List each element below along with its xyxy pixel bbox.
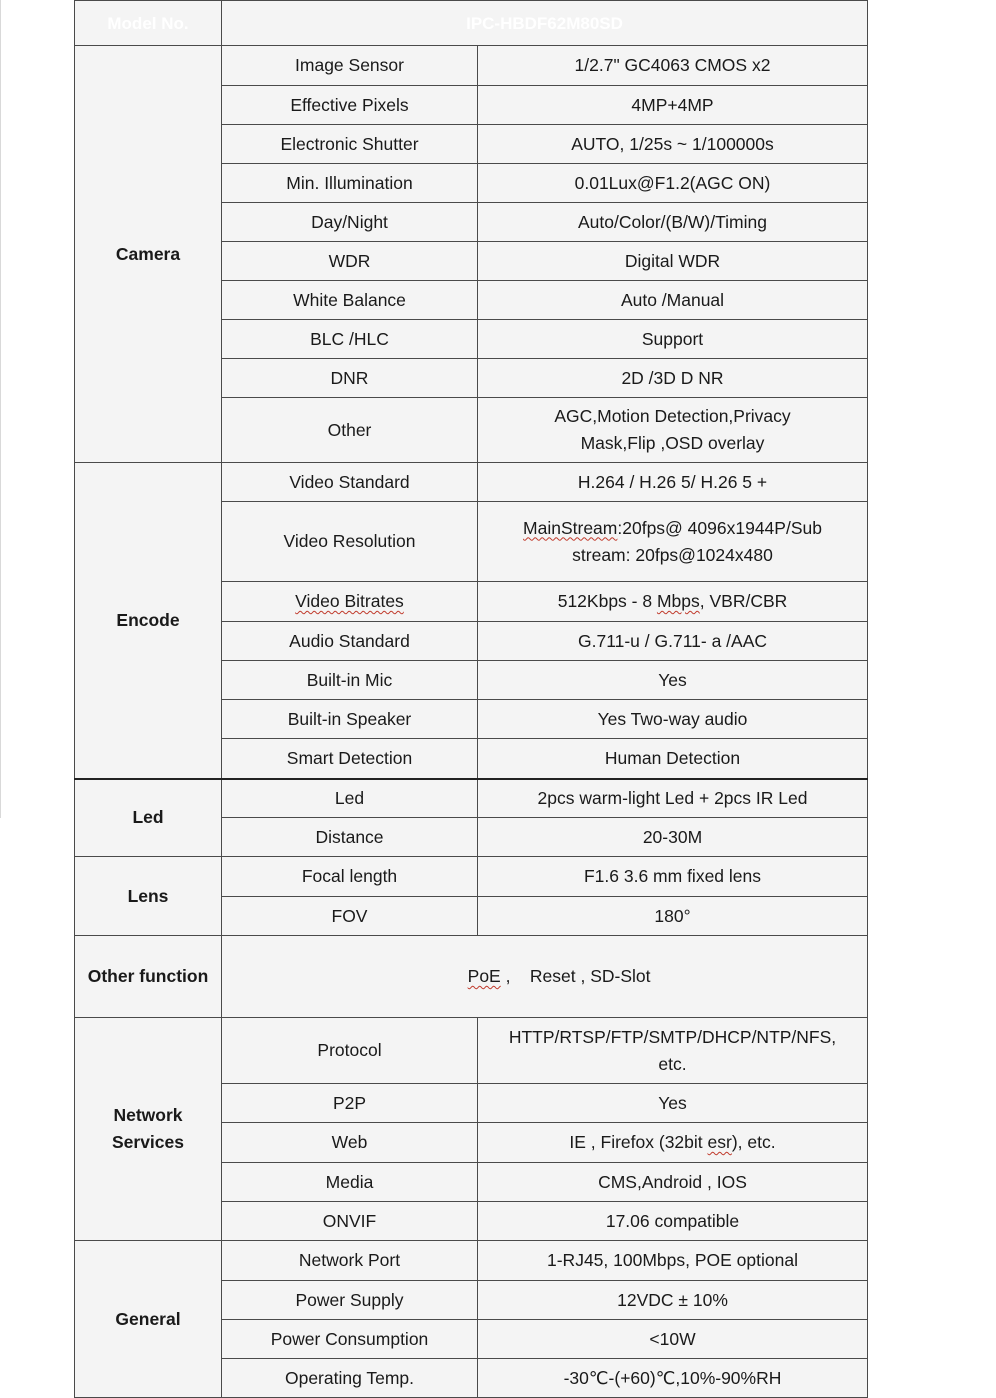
value-line: stream: 20fps@1024x480: [572, 544, 773, 565]
param-value: Yes Two-way audio: [478, 700, 868, 739]
param-value: 20-30M: [478, 818, 868, 857]
category-network-services: [75, 1018, 222, 1241]
param-value: 12VDC ± 10%: [478, 1281, 868, 1320]
param-label: ONVIF: [222, 1202, 478, 1241]
param-value: 1/2.7" GC4063 CMOS x2: [478, 46, 868, 86]
category-lens: Lens: [75, 857, 222, 936]
table-row: [75, 779, 868, 818]
param-value: Auto /Manual: [478, 281, 868, 320]
param-value: <10W: [478, 1320, 868, 1359]
spellcheck-word: Video Bitrates: [295, 591, 404, 611]
param-value: CMS,Android , IOS: [478, 1163, 868, 1202]
param-label: Other: [222, 398, 478, 463]
param-label: Network Port: [222, 1241, 478, 1281]
param-label: Built-in Speaker: [222, 700, 478, 739]
param-value: [478, 582, 868, 622]
param-value: [478, 1018, 868, 1084]
header-model-no: Model No.: [75, 1, 222, 46]
param-label: Audio Standard: [222, 622, 478, 661]
category-other-function: Other function: [75, 936, 222, 1018]
value-part: 512Kbps - 8: [557, 591, 657, 611]
table-row: [75, 1018, 868, 1084]
param-value: [478, 398, 868, 463]
param-value: Yes: [478, 1084, 868, 1123]
value-line: HTTP/RTSP/FTP/SMTP/DHCP/NTP/NFS,: [508, 1026, 837, 1047]
category-general: General: [75, 1241, 222, 1398]
param-label: Smart Detection: [222, 739, 478, 779]
table-row: [75, 857, 868, 897]
param-value: Human Detection: [478, 739, 868, 779]
param-value: Yes: [478, 661, 868, 700]
value-part: ), etc.: [731, 1132, 776, 1152]
value-part: , VBR/CBR: [699, 591, 788, 611]
param-label: Built-in Mic: [222, 661, 478, 700]
table-row: [75, 46, 868, 86]
param-label: Protocol: [222, 1018, 478, 1084]
param-label: Video Standard: [222, 463, 478, 502]
param-value: [478, 502, 868, 582]
param-value: Digital WDR: [478, 242, 868, 281]
param-value: Auto/Color/(B/W)/Timing: [478, 203, 868, 242]
spellcheck-word: PoE: [467, 966, 501, 986]
value-part: :20fps@ 4096x1944P/Sub: [617, 517, 822, 538]
param-value: Support: [478, 320, 868, 359]
param-label: Operating Temp.: [222, 1359, 478, 1398]
param-label: FOV: [222, 897, 478, 936]
param-label: Power Consumption: [222, 1320, 478, 1359]
value-line: AGC,Motion Detection,Privacy: [554, 406, 791, 426]
param-label: Image Sensor: [222, 46, 478, 86]
header-model-value: IPC-HBDF62M80SD: [222, 1, 868, 46]
table-row: [75, 936, 868, 1018]
param-label: BLC /HLC: [222, 320, 478, 359]
spellcheck-word: Mbps: [656, 591, 700, 611]
param-label: Led: [222, 779, 478, 818]
param-label: Media: [222, 1163, 478, 1202]
value-line: etc.: [658, 1053, 687, 1074]
spellcheck-word: MainStream: [523, 517, 618, 538]
param-value: H.264 / H.26 5/ H.26 5 +: [478, 463, 868, 502]
param-value: 180°: [478, 897, 868, 936]
param-label: Min. Illumination: [222, 164, 478, 203]
param-label: Effective Pixels: [222, 86, 478, 125]
category-camera: Camera: [75, 46, 222, 463]
param-label: Electronic Shutter: [222, 125, 478, 164]
category-led: Led: [75, 779, 222, 857]
param-value: G.711-u / G.711- a /AAC: [478, 622, 868, 661]
param-value: [222, 936, 868, 1018]
param-label: P2P: [222, 1084, 478, 1123]
param-value: 2pcs warm-light Led + 2pcs IR Led: [478, 779, 868, 818]
param-value: 0.01Lux@F1.2(AGC ON): [478, 164, 868, 203]
category-encode: Encode: [75, 463, 222, 779]
table-row: [75, 463, 868, 502]
param-label: [222, 582, 478, 622]
spec-table: [74, 0, 868, 1398]
category-line: Network: [113, 1105, 183, 1125]
param-value: 1-RJ45, 100Mbps, POE optional: [478, 1241, 868, 1281]
param-value: F1.6 3.6 mm fixed lens: [478, 857, 868, 897]
param-label: Distance: [222, 818, 478, 857]
value-part: , Reset , SD-Slot: [500, 966, 651, 986]
spellcheck-word: esr: [707, 1132, 732, 1152]
param-label: Web: [222, 1123, 478, 1163]
param-label: Video Resolution: [222, 502, 478, 582]
value-line: Mask,Flip ,OSD overlay: [580, 433, 765, 453]
param-value: AUTO, 1/25s ~ 1/100000s: [478, 125, 868, 164]
category-line: Services: [111, 1132, 184, 1152]
param-value: 2D /3D D NR: [478, 359, 868, 398]
table-row: [75, 1241, 868, 1281]
param-value: [478, 1123, 868, 1163]
param-label: DNR: [222, 359, 478, 398]
param-label: Power Supply: [222, 1281, 478, 1320]
param-label: WDR: [222, 242, 478, 281]
param-label: Focal length: [222, 857, 478, 897]
param-label: Day/Night: [222, 203, 478, 242]
param-value: 4MP+4MP: [478, 86, 868, 125]
left-edge-divider: [0, 0, 1, 818]
value-part: IE , Firefox (32bit: [569, 1132, 708, 1152]
param-value: -30℃-(+60)℃,10%-90%RH: [478, 1359, 868, 1398]
param-label: White Balance: [222, 281, 478, 320]
header-row: [75, 1, 868, 46]
param-value: 17.06 compatible: [478, 1202, 868, 1241]
